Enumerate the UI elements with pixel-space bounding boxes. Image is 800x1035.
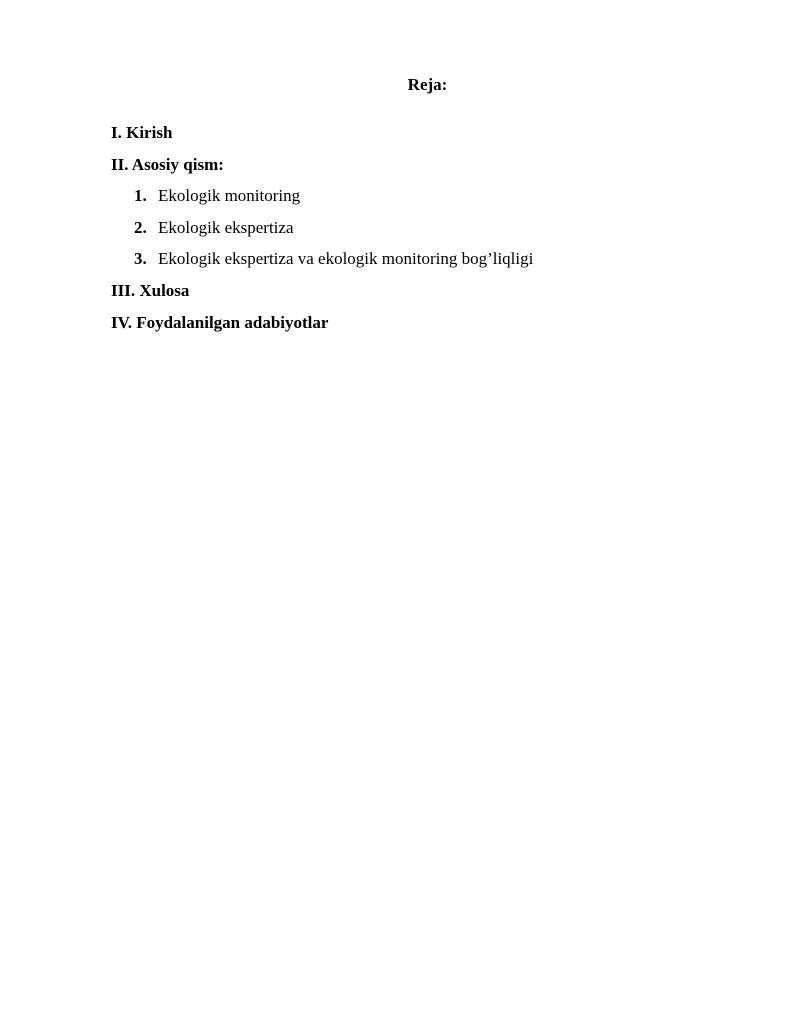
list-item-number: 1. [134,186,147,205]
list-item-text: Ekologik monitoring [158,186,301,205]
section-kirish: I. Kirish [111,123,173,142]
section-asosiy-qism: II. Asosiy qism: [111,155,224,174]
list-item [134,185,300,207]
list-item [134,248,533,270]
section-foydalanilgan-adabiyotlar: IV. Foydalanilgan adabiyotlar [111,313,329,332]
list-item-text: Ekologik ekspertiza va ekologik monitoring bog’liqligi [158,249,534,268]
list-item-number: 3. [134,249,147,268]
list-item-text: Ekologik ekspertiza [158,218,294,237]
page-title: Reja: [407,75,448,94]
list-item [134,217,294,239]
list-item-number: 2. [134,218,147,237]
section-xulosa: III. Xulosa [111,281,190,300]
